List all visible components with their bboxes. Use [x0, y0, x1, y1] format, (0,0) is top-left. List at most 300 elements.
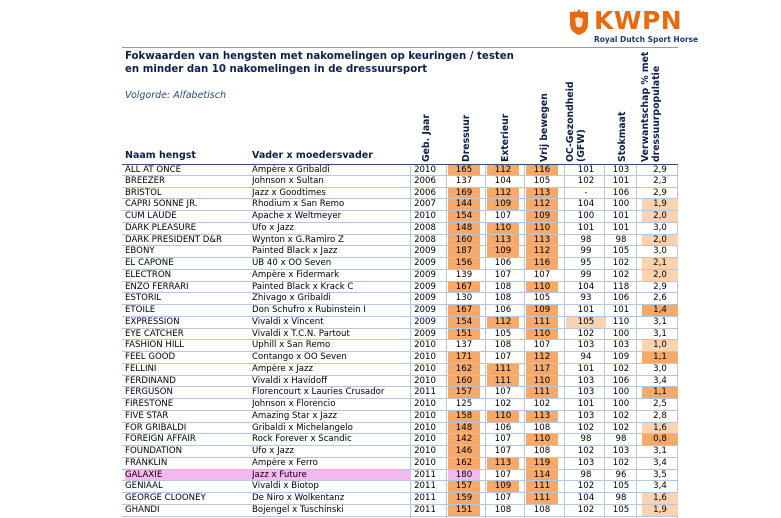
oc-gezondheid-value: 102	[577, 504, 595, 515]
dressuur-value: 139	[455, 269, 473, 280]
vrij-bewegen-value: 110	[526, 329, 558, 340]
oc-gezondheid-value: 98	[580, 234, 592, 245]
exterieur-value: 106	[494, 422, 512, 433]
vrij-bewegen-value: 113	[526, 411, 558, 422]
verwantschap-value: 1,6	[642, 423, 678, 434]
dressuur-value: 160	[448, 376, 480, 387]
oc-gezondheid-value: 102	[577, 481, 595, 492]
header-exterieur: Exterieur	[500, 113, 511, 162]
dressuur-value: 151	[448, 505, 480, 516]
verwantschap-value: 2,0	[642, 211, 678, 222]
vrij-bewegen-value: 102	[533, 399, 551, 409]
dressuur-value: 162	[448, 458, 480, 469]
stallion-name: FOUNDATION	[125, 446, 183, 456]
exterieur-value: 110	[487, 411, 519, 422]
pedigree: Contango x OO Seven	[252, 352, 347, 362]
verwantschap-value: 3,4	[653, 481, 667, 492]
verwantschap-value: 2,5	[653, 399, 667, 409]
kwpn-logo	[568, 6, 698, 46]
stokmaat-value: 103	[612, 340, 630, 351]
dressuur-value: 137	[455, 340, 473, 351]
exterieur-value: 111	[487, 364, 519, 375]
birth-year: 2011	[414, 469, 436, 480]
pedigree: Amazing Star x Jazz	[252, 410, 338, 421]
dressuur-value: 187	[448, 246, 480, 257]
verwantschap-value: 3,0	[653, 222, 667, 233]
vrij-bewegen-value: 108	[533, 504, 551, 515]
stallion-name: FIRESTONE	[125, 399, 174, 409]
exterieur-value: 113	[487, 458, 519, 469]
stallion-name: GHANDI	[125, 504, 160, 515]
stallion-name: ENZO FERRARI	[125, 281, 189, 292]
dressuur-value: 171	[448, 352, 480, 363]
verwantschap-value: 2,8	[653, 410, 667, 421]
vrij-bewegen-value: 114	[526, 470, 558, 481]
verwantschap-value: 1,4	[642, 305, 678, 316]
pedigree: Jazz x Future	[252, 470, 410, 481]
exterieur-value: 108	[494, 293, 512, 304]
verwantschap-value: 2,9	[653, 281, 667, 292]
exterieur-value: 108	[494, 340, 512, 351]
vrij-bewegen-value: 110	[526, 282, 558, 293]
stallion-name: CAPRI SONNE JR.	[125, 199, 198, 210]
exterieur-value: 108	[494, 504, 512, 515]
pedigree: Ampère x Gribaldi	[252, 165, 330, 175]
oc-gezondheid-value: 102	[577, 328, 595, 339]
vrij-bewegen-value: 108	[533, 446, 551, 456]
birth-year: 2006	[414, 175, 436, 186]
birth-year: 2010	[414, 375, 436, 386]
header-dressuur: Dressuur	[461, 114, 472, 162]
vrij-bewegen-value: 119	[526, 458, 558, 469]
birth-year: 2009	[414, 269, 436, 280]
pedigree: Wynton x G.Ramiro Z	[252, 234, 344, 245]
page-title	[125, 50, 514, 76]
verwantschap-value: 3,1	[653, 328, 667, 339]
birth-year: 2009	[414, 293, 436, 304]
pedigree: Rhodium x San Remo	[252, 199, 345, 210]
birth-year: 2010	[414, 165, 436, 175]
pedigree: Apache x Weltmeyer	[252, 211, 342, 221]
stallion-name: GENIAAL	[125, 481, 163, 492]
table-row	[122, 481, 678, 493]
stallion-name: CUM LAUDE	[125, 211, 177, 221]
stokmaat-value: 103	[612, 446, 630, 456]
verwantschap-value: 2,0	[642, 235, 678, 246]
top-rule	[122, 47, 678, 48]
dressuur-value: 144	[448, 199, 480, 210]
table-row	[122, 258, 678, 270]
vrij-bewegen-value: 112	[526, 246, 558, 257]
dressuur-value: 148	[448, 223, 480, 234]
verwantschap-value: 3,0	[653, 363, 667, 374]
table-row	[122, 211, 678, 223]
dressuur-value: 160	[448, 235, 480, 246]
stokmaat-value: 100	[612, 399, 630, 409]
pedigree: Uphill x San Remo	[252, 340, 331, 351]
pedigree: Rock Forever x Scandic	[252, 434, 352, 445]
exterieur-value: 106	[494, 258, 512, 268]
header-pedigree: Vader x moedersvader	[252, 150, 373, 161]
birth-year: 2010	[414, 352, 436, 362]
birth-year: 2011	[414, 481, 436, 492]
table-row	[122, 411, 678, 423]
oc-gezondheid-value: 103	[577, 387, 595, 398]
stokmaat-value: 98	[615, 234, 627, 245]
dressuur-value: 151	[448, 329, 480, 340]
table-row	[122, 470, 678, 482]
oc-gezondheid-value: 103	[577, 375, 595, 386]
oc-gezondheid-value: 93	[580, 293, 592, 304]
vrij-bewegen-value: 107	[533, 269, 551, 280]
birth-year: 2011	[414, 493, 436, 503]
birth-year: 2008	[414, 234, 436, 245]
stokmaat-value: 101	[612, 222, 630, 233]
vrij-bewegen-value: 110	[526, 376, 558, 387]
oc-gezondheid-value: 105	[566, 317, 606, 328]
pedigree: Ufo x Jazz	[252, 222, 294, 233]
pedigree: Vivaldi x Biotop	[252, 481, 319, 492]
oc-gezondheid-value: 99	[580, 246, 592, 257]
dressuur-value: 162	[448, 364, 480, 375]
exterieur-value: 107	[494, 446, 512, 456]
title-line-2: en minder dan 10 nakomelingen in de dressuursport	[125, 64, 428, 75]
stallion-name: BREEZER	[125, 175, 166, 186]
stokmaat-value: 101	[612, 175, 630, 186]
table-row	[122, 458, 678, 470]
oc-gezondheid-value: 101	[577, 305, 595, 315]
pedigree: Vivaldi x Havidoff	[252, 375, 328, 386]
exterieur-value: 109	[487, 199, 519, 210]
oc-gezondheid-value: 104	[577, 281, 595, 292]
verwantschap-value: 3,1	[653, 316, 667, 327]
exterieur-value: 107	[494, 434, 512, 445]
table-row	[122, 423, 678, 435]
pedigree: Ufo x Jazz	[252, 446, 294, 456]
oc-gezondheid-value: 102	[577, 175, 595, 186]
header-year: Geb. Jaar	[421, 114, 432, 162]
exterieur-value: 107	[494, 387, 512, 398]
lion-shield-icon	[568, 8, 590, 36]
stallion-name: FOR GRIBALDI	[125, 422, 187, 433]
exterieur-value: 110	[487, 223, 519, 234]
birth-year: 2007	[414, 199, 436, 210]
exterieur-value: 107	[494, 469, 512, 480]
stokmaat-value: 106	[612, 187, 630, 198]
oc-gezondheid-value: 103	[577, 340, 595, 351]
verwantschap-value: 3,1	[653, 446, 667, 456]
exterieur-value: 105	[494, 328, 512, 339]
vrij-bewegen-value: 108	[533, 422, 551, 433]
vrij-bewegen-value: 116	[526, 165, 558, 175]
table-row	[122, 270, 678, 282]
stallion-name: DARK PRESIDENT D&R	[125, 234, 223, 245]
verwantschap-value: 3,0	[653, 246, 667, 257]
vrij-bewegen-value: 105	[533, 175, 551, 186]
verwantschap-value: 1,1	[642, 352, 678, 363]
header-stokmaat: Stokmaat	[617, 111, 628, 162]
dressuur-value: 180	[448, 470, 480, 481]
dressuur-value: 157	[448, 481, 480, 492]
vrij-bewegen-value: 113	[526, 235, 558, 246]
stokmaat-value: 106	[612, 293, 630, 304]
table-row	[122, 235, 678, 247]
stokmaat-value: 102	[612, 269, 630, 280]
table-row	[122, 364, 678, 376]
stokmaat-value: 102	[612, 410, 630, 421]
oc-gezondheid-value: 98	[580, 434, 592, 445]
pedigree: UB 40 x OO Seven	[252, 258, 332, 268]
birth-year: 2010	[414, 340, 436, 351]
table-row	[122, 505, 678, 517]
stokmaat-value: 105	[612, 504, 630, 515]
table-row	[122, 493, 678, 505]
birth-year: 2010	[414, 410, 436, 421]
table-row	[122, 176, 678, 188]
pedigree: Bojengel x Tuschinski	[252, 504, 344, 515]
vrij-bewegen-value: 110	[526, 434, 558, 445]
birth-year: 2009	[414, 316, 436, 327]
table-row	[122, 188, 678, 200]
exterieur-value: 113	[487, 235, 519, 246]
stallion-name: EL CAPONE	[125, 258, 174, 268]
pedigree: Johnson x Florencio	[252, 399, 336, 409]
oc-gezondheid-value: 103	[577, 457, 595, 468]
oc-gezondheid-value: 95	[580, 258, 592, 268]
verwantschap-value: 1,1	[642, 387, 678, 398]
header-verwantschap-2: dressuurpopulatie	[651, 65, 662, 162]
table-row	[122, 376, 678, 388]
stallion-name: ESTORIL	[125, 293, 162, 304]
oc-gezondheid-value: 101	[577, 399, 595, 409]
dressuur-value: 148	[448, 423, 480, 434]
dressuur-value: 167	[448, 282, 480, 293]
birth-year: 2010	[414, 457, 436, 468]
table-row	[122, 293, 678, 305]
stokmaat-value: 100	[612, 328, 630, 339]
exterieur-value: 109	[487, 481, 519, 492]
exterieur-value: 107	[494, 493, 512, 503]
vrij-bewegen-value: 116	[526, 258, 558, 269]
oc-gezondheid-value: 104	[577, 493, 595, 503]
stallion-table	[122, 164, 678, 517]
oc-gezondheid-value: 99	[580, 269, 592, 280]
table-row	[122, 246, 678, 258]
stallion-name: GEORGE CLOONEY	[125, 493, 206, 503]
dressuur-value: 159	[448, 493, 480, 504]
stallion-name: FELLINI	[125, 363, 157, 374]
exterieur-value: 108	[494, 281, 512, 292]
exterieur-value: 107	[494, 211, 512, 221]
oc-gezondheid-value: 101	[577, 165, 595, 175]
dressuur-value: 154	[448, 211, 480, 222]
pedigree: Don Schufro x Rubinstein I	[252, 305, 366, 315]
vrij-bewegen-value: 117	[526, 364, 558, 375]
birth-year: 2006	[414, 187, 436, 198]
dressuur-value: 158	[448, 411, 480, 422]
vrij-bewegen-value: 109	[526, 211, 558, 222]
birth-year: 2009	[414, 328, 436, 339]
stokmaat-value: 110	[612, 316, 630, 327]
stokmaat-value: 105	[612, 481, 630, 492]
oc-gezondheid-value: 104	[577, 199, 595, 210]
verwantschap-value: 3,5	[653, 469, 667, 480]
verwantschap-value: 2,0	[642, 270, 678, 281]
verwantschap-value: 2,9	[653, 165, 667, 175]
pedigree: Ampère x Ferro	[252, 457, 318, 468]
pedigree: Johnson x Sultan	[252, 175, 324, 186]
vrij-bewegen-value: 111	[526, 387, 558, 398]
exterieur-value: 104	[494, 175, 512, 186]
vrij-bewegen-value: 107	[533, 340, 551, 351]
exterieur-value: 107	[494, 269, 512, 280]
dressuur-value: 146	[448, 446, 480, 457]
table-row	[122, 399, 678, 411]
stokmaat-value: 106	[612, 375, 630, 386]
pedigree: Jazz x Goodtimes	[252, 187, 326, 198]
oc-gezondheid-value: 101	[577, 363, 595, 374]
stokmaat-value: 103	[612, 165, 630, 175]
dressuur-value: 125	[455, 399, 473, 409]
pedigree: Ampère x Jazz	[252, 363, 313, 374]
vrij-bewegen-value: 109	[526, 305, 558, 316]
stallion-name: FERDINAND	[125, 375, 176, 386]
stallion-name: FASHION HILL	[125, 340, 184, 351]
birth-year: 2010	[414, 399, 436, 409]
title-line-1: Fokwaarden van hengsten met nakomelingen op keuringen / testen	[125, 51, 514, 62]
dressuur-value: 137	[455, 175, 473, 186]
exterieur-value: 102	[494, 399, 512, 409]
dressuur-value: 142	[448, 434, 480, 445]
stallion-name: ETOILE	[125, 305, 156, 315]
birth-year: 2010	[414, 422, 436, 433]
oc-gezondheid-value: 100	[577, 211, 595, 221]
oc-gezondheid-value: 101	[577, 222, 595, 233]
vrij-bewegen-value: 113	[526, 188, 558, 199]
oc-gezondheid-value: 98	[580, 469, 592, 480]
stallion-name: GALAXIE	[125, 470, 252, 481]
stokmaat-value: 96	[615, 469, 627, 480]
dressuur-value: 165	[448, 165, 480, 175]
stokmaat-value: 102	[612, 422, 630, 433]
verwantschap-value: 3,4	[653, 457, 667, 468]
birth-year: 2010	[414, 211, 436, 221]
stokmaat-value: 101	[612, 305, 630, 315]
vrij-bewegen-value: 111	[526, 493, 558, 504]
exterieur-value: 106	[494, 305, 512, 315]
stokmaat-value: 100	[612, 199, 630, 210]
verwantschap-value: 3,4	[653, 375, 667, 386]
exterieur-value: 107	[494, 352, 512, 362]
exterieur-value: 112	[487, 188, 519, 199]
exterieur-value: 112	[487, 165, 519, 175]
birth-year: 2011	[414, 504, 436, 515]
oc-gezondheid-value: -	[584, 187, 588, 198]
stallion-name: FIVE STAR	[125, 410, 169, 421]
stokmaat-value: 101	[612, 211, 630, 221]
stallion-name: FOREIGN AFFAIR	[125, 434, 196, 445]
stallion-name: FEEL GOOD	[125, 352, 176, 362]
birth-year: 2009	[414, 281, 436, 292]
birth-year: 2008	[414, 222, 436, 233]
header-name: Naam hengst	[125, 150, 196, 161]
logo-text: KWPN	[594, 6, 683, 35]
stallion-name: ELECTRON	[125, 269, 172, 280]
birth-year: 2009	[414, 305, 436, 315]
verwantschap-value: 2,1	[642, 258, 678, 269]
verwantschap-value: 0,8	[642, 434, 678, 445]
table-row	[122, 446, 678, 458]
dressuur-value: 154	[448, 317, 480, 328]
vrij-bewegen-value: 112	[526, 352, 558, 363]
pedigree: Gribaldi x Michelangelo	[252, 422, 353, 433]
dressuur-value: 157	[448, 387, 480, 398]
birth-year: 2009	[414, 246, 436, 257]
birth-year: 2009	[414, 258, 436, 268]
stokmaat-value: 102	[612, 457, 630, 468]
header-oc-gezondheid: OC-Gezondheid (GFW)	[565, 81, 587, 162]
verwantschap-value: 1,6	[642, 493, 678, 504]
stallion-name: EXPRESSION	[125, 316, 180, 327]
oc-gezondheid-value: 102	[577, 422, 595, 433]
header-verwantschap-1: Verwantschap % met	[640, 51, 651, 162]
logo-subtitle: Royal Dutch Sport Horse	[594, 35, 699, 44]
stallion-name: EBONY	[125, 246, 155, 257]
stallion-name: EYE CATCHER	[125, 328, 184, 339]
verwantschap-value: 1,0	[642, 340, 678, 351]
stokmaat-value: 98	[615, 434, 627, 445]
table-row	[122, 305, 678, 317]
verwantschap-value: 2,6	[653, 293, 667, 304]
vrij-bewegen-value: 105	[533, 293, 551, 304]
table-row	[122, 317, 678, 329]
stokmaat-value: 118	[612, 281, 630, 292]
pedigree: Vivaldi x T.C.N. Partout	[252, 328, 350, 339]
stallion-name: DARK PLEASURE	[125, 222, 197, 233]
dressuur-value: 156	[448, 258, 480, 269]
table-row	[122, 223, 678, 235]
oc-gezondheid-value: 103	[577, 410, 595, 421]
dressuur-value: 130	[455, 293, 473, 304]
header-vrij-bewegen: Vrij bewegen	[539, 93, 550, 162]
stallion-name: BRISTOL	[125, 187, 162, 198]
pedigree: Painted Black x Jazz	[252, 246, 338, 257]
verwantschap-value: 1,9	[642, 505, 678, 516]
pedigree: Zhivago x Gribaldi	[252, 293, 331, 304]
table-row	[122, 199, 678, 211]
dressuur-value: 167	[448, 305, 480, 316]
stokmaat-value: 98	[615, 493, 627, 503]
table-row	[122, 434, 678, 446]
stallion-name: FRANKLIN	[125, 457, 168, 468]
vrij-bewegen-value: 112	[526, 199, 558, 210]
stallion-name: ALL AT ONCE	[125, 165, 182, 175]
verwantschap-value: 2,3	[653, 175, 667, 186]
table-row	[122, 340, 678, 352]
exterieur-value: 112	[487, 317, 519, 328]
stallion-name: FERGUSON	[125, 387, 173, 398]
exterieur-value: 109	[487, 246, 519, 257]
pedigree: Vivaldi x Vincent	[252, 316, 324, 327]
oc-gezondheid-value: 102	[577, 446, 595, 456]
table-row	[122, 387, 678, 399]
pedigree: De Niro x Wolkentanz	[252, 493, 345, 503]
dressuur-value: 169	[448, 188, 480, 199]
vrij-bewegen-value: 111	[526, 317, 558, 328]
stokmaat-value: 105	[612, 246, 630, 257]
birth-year: 2011	[414, 387, 436, 398]
table-row	[122, 352, 678, 364]
